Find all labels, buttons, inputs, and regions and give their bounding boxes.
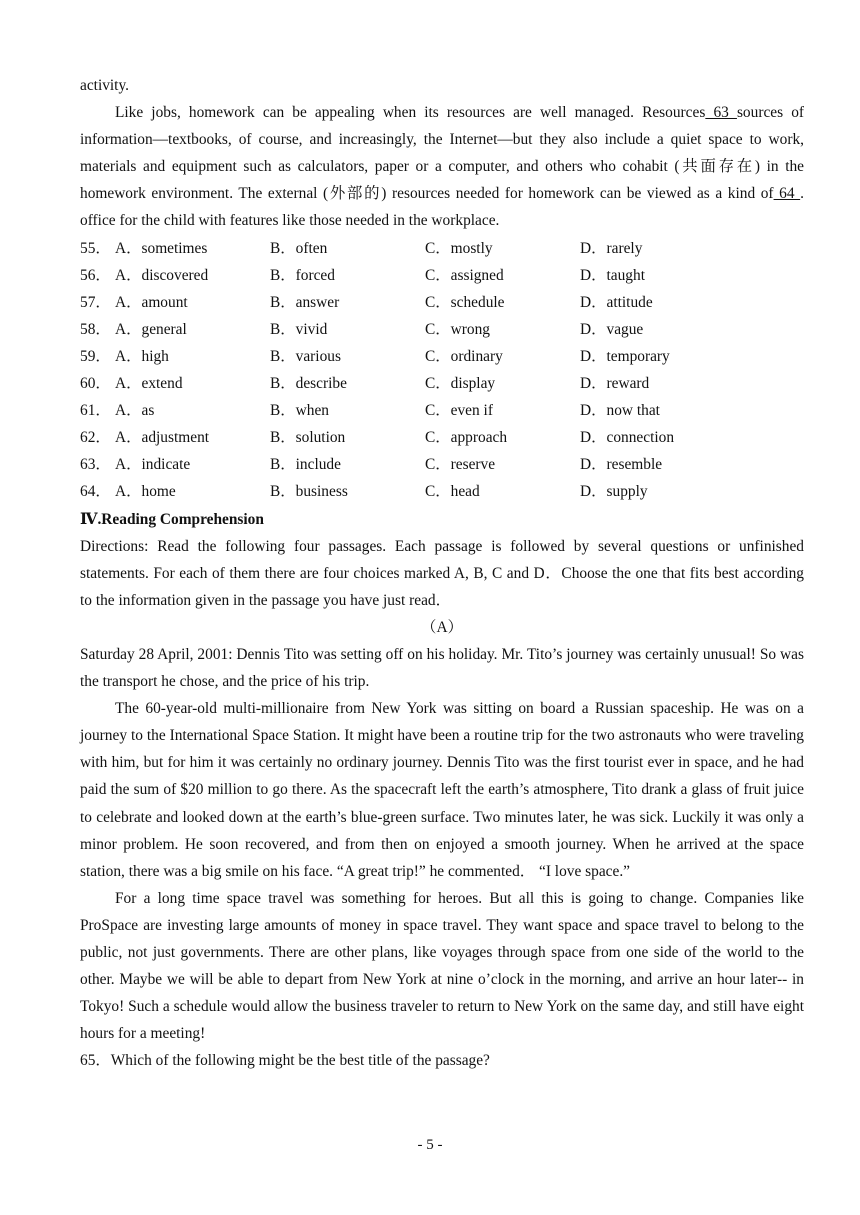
option-b: B．business bbox=[270, 483, 348, 501]
option-a: A．as bbox=[115, 402, 155, 420]
option-row bbox=[80, 451, 804, 478]
cloze-text: Like jobs, homework can be appealing when its resources are well managed. Resources bbox=[115, 104, 706, 122]
document-page bbox=[80, 72, 804, 1074]
option-row bbox=[80, 397, 804, 424]
option-row bbox=[80, 316, 804, 343]
section-heading: Ⅳ.Reading Comprehension bbox=[80, 510, 264, 528]
option-d: D．taught bbox=[580, 266, 645, 284]
blank-64: 64 bbox=[773, 185, 801, 203]
passage-paragraph: For a long time space travel was something for heroes. But all this is going to change. Companies like ProSpace are investing large amounts of money in space travel. They want space and space travel to belong to the public, not just governments. There are other plans, like voyages through space from one side of the world to the other. Maybe we will be able to depart from New York at nine o’clock in the morning, and arrive an hour later-- in Tokyo! Such a schedule would allow the business traveler to return to New York on the same day, and still have eight hours for a meeting! bbox=[80, 889, 804, 1043]
option-c: C．head bbox=[425, 483, 480, 501]
option-d: D．reward bbox=[580, 375, 650, 393]
option-c: C．display bbox=[425, 375, 496, 393]
option-c: C．reserve bbox=[425, 456, 496, 474]
option-b: B．forced bbox=[270, 266, 335, 284]
passage-label: （A） bbox=[421, 618, 463, 636]
option-c: C．even if bbox=[425, 402, 493, 420]
option-row bbox=[80, 370, 804, 397]
option-c: C．ordinary bbox=[425, 347, 503, 365]
option-row bbox=[80, 262, 804, 289]
options-list bbox=[80, 235, 804, 506]
blank-63: 63 bbox=[705, 104, 737, 122]
question-number: 60． bbox=[80, 375, 111, 393]
option-b: B．describe bbox=[270, 375, 347, 393]
option-c: C．assigned bbox=[425, 266, 504, 284]
option-a: A．amount bbox=[115, 293, 188, 311]
question-number: 59． bbox=[80, 347, 111, 365]
passage-paragraph: Saturday 28 April, 2001: Dennis Tito was setting off on his holiday. Mr. Tito’s journey was certainly unusual! So was the transport he chose, and the price of his trip. bbox=[80, 645, 804, 691]
option-b: B．various bbox=[270, 347, 341, 365]
directions: Directions: Read the following four passages. Each passage is followed by several questions or unfinished statements. For each of them there are four choices marked A, B, C and D．Choose the one that fits best according to the information given in the passage you have just read． bbox=[80, 537, 804, 609]
question-65: 65．Which of the following might be the best title of the passage? bbox=[80, 1052, 490, 1070]
cloze-text: . office for the child with features like those needed in the workplace. bbox=[80, 185, 804, 230]
option-a: A．indicate bbox=[115, 456, 191, 474]
passage-paragraph: The 60-year-old multi-millionaire from New York was sitting on board a Russian spaceship. He was on a journey to the International Space Station. It might have been a routine trip for the two astronauts who were traveling with him, but for him it was certainly no ordinary journey. Dennis Tito was the first tourist ever in space, and he had paid the sum of $20 million to go there. As the spacecraft left the earth’s atmosphere, Tito drank a glass of fruit juice to celebrate and looked down at the earth’s blue-green surface. Two minutes later, he was sick. Luckily it was only a minor problem. He soon recovered, and from then on enjoyed a smooth journey. When he arrived at the space station, there was a big smile on his face. “A great trip!” he commented． “I love space.” bbox=[80, 700, 804, 880]
question-number: 63． bbox=[80, 456, 111, 474]
question-number: 62． bbox=[80, 429, 111, 447]
option-b: B．vivid bbox=[270, 320, 328, 338]
option-a: A．discovered bbox=[115, 266, 209, 284]
question-number: 61． bbox=[80, 402, 111, 420]
option-c: C．approach bbox=[425, 429, 508, 447]
cloze-paragraph bbox=[80, 99, 804, 234]
question-number: 58． bbox=[80, 320, 111, 338]
option-d: D．supply bbox=[580, 483, 648, 501]
option-b: B．solution bbox=[270, 429, 346, 447]
option-a: A．high bbox=[115, 347, 169, 365]
option-d: D．connection bbox=[580, 429, 675, 447]
option-row bbox=[80, 343, 804, 370]
option-b: B．when bbox=[270, 402, 329, 420]
option-d: D．rarely bbox=[580, 239, 643, 257]
option-b: B．often bbox=[270, 239, 328, 257]
option-a: A．general bbox=[115, 320, 187, 338]
question-number: 56． bbox=[80, 266, 111, 284]
option-d: D．temporary bbox=[580, 347, 670, 365]
option-row bbox=[80, 289, 804, 316]
option-b: B．answer bbox=[270, 293, 340, 311]
option-b: B．include bbox=[270, 456, 341, 474]
option-d: D．now that bbox=[580, 402, 660, 420]
question-number: 57． bbox=[80, 293, 111, 311]
cloze-text: sources of information—textbooks, of course, and increasingly, the Internet—but they also include a quiet space to work, materials and equipment such as calculators, paper or a computer, and others who cohabit (共面存在) in the homework environment. The external (外部的) resources needed for homework can be viewed as a kind of bbox=[80, 104, 805, 203]
option-c: C．wrong bbox=[425, 320, 490, 338]
cloze-paragraph-end: activity. bbox=[80, 77, 130, 94]
option-a: A．sometimes bbox=[115, 239, 208, 257]
question-number: 55． bbox=[80, 239, 111, 257]
option-row bbox=[80, 478, 804, 505]
option-d: D．resemble bbox=[580, 456, 663, 474]
option-c: C．schedule bbox=[425, 293, 505, 311]
question-number: 64． bbox=[80, 483, 111, 501]
option-row bbox=[80, 424, 804, 451]
option-d: D．attitude bbox=[580, 293, 653, 311]
option-a: A．home bbox=[115, 483, 176, 501]
option-row bbox=[80, 235, 804, 262]
option-d: D．vague bbox=[580, 320, 644, 338]
page-number: - 5 - bbox=[417, 1137, 443, 1153]
option-c: C．mostly bbox=[425, 239, 493, 257]
option-a: A．extend bbox=[115, 375, 183, 393]
option-a: A．adjustment bbox=[115, 429, 210, 447]
